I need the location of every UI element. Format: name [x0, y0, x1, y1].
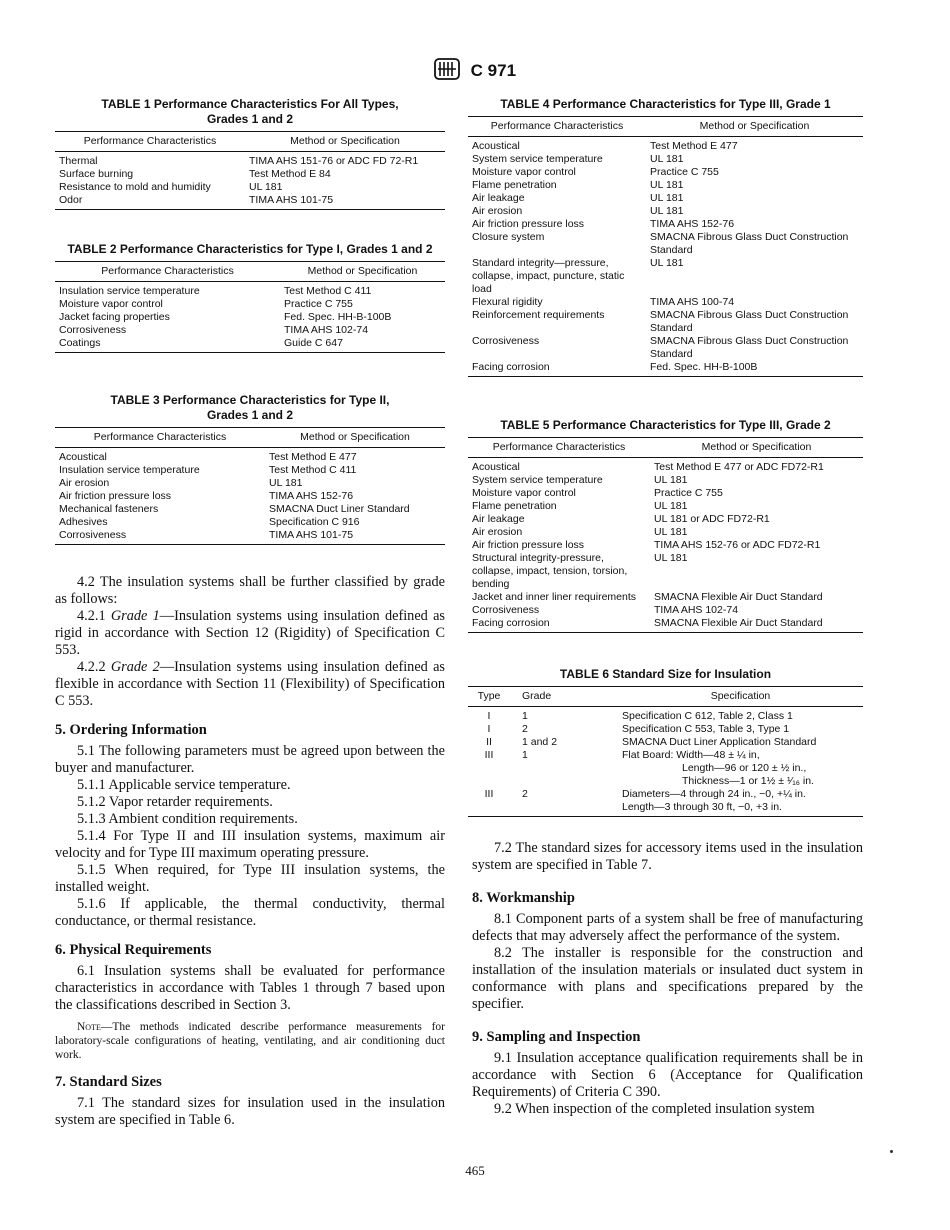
para-5-1-3: 5.1.3 Ambient condition requirements.: [77, 811, 298, 827]
method-cell: Practice C 755: [650, 166, 719, 178]
method-cell: TIMA AHS 152-76: [650, 218, 735, 230]
table-row: [468, 335, 863, 361]
table-row: [468, 231, 863, 257]
table-5-block: [468, 418, 863, 633]
note: Note—The methods indicated describe performance measurements for laboratory-scale configurations of heating, ventilating, and air conditioning duct work.: [55, 1021, 445, 1061]
table-row: [55, 311, 445, 324]
characteristic-cell: Moisture vapor control: [472, 166, 576, 178]
para-4-2: 4.2 The insulation systems shall be further classified by grade as follows:: [55, 574, 445, 607]
para-5-1: 5.1 The following parameters must be agreed upon between the buyer and manufacturer.: [55, 743, 445, 776]
method-cell: Guide C 647: [280, 337, 445, 353]
astm-logo-icon: [434, 58, 460, 85]
method-cell: Fed. Spec. HH-B-100B: [284, 311, 392, 323]
characteristic-cell: Surface burning: [59, 168, 134, 180]
table-row: [55, 181, 445, 194]
characteristic-cell: Resistance to mold and humidity: [59, 181, 211, 193]
method-cell: UL 181: [654, 474, 688, 486]
method-cell: TIMA AHS 101-75: [245, 194, 445, 210]
table-row: [55, 337, 445, 353]
method-cell: UL 181: [269, 477, 303, 489]
method-cell: Practice C 755: [284, 298, 353, 310]
table-5: [468, 437, 863, 633]
grade-cell: 2: [510, 788, 618, 817]
table-row: [468, 552, 863, 591]
para-8-2: 8.2 The installer is responsible for the construction and installation of the insulation materials or insulated duct system in conformance with plans and specifications prepared by the specifier.: [472, 945, 863, 1012]
characteristic-cell: Air friction pressure loss: [59, 490, 172, 502]
specification-cell: [618, 788, 863, 817]
characteristic-cell: Facing corrosion: [468, 617, 650, 633]
method-cell: SMACNA Fibrous Glass Duct Construction Standard: [650, 309, 849, 334]
grade-cell: 1: [522, 749, 528, 761]
margin-dot: [890, 1150, 893, 1153]
table-row: [468, 218, 863, 231]
characteristic-cell: Corrosiveness: [59, 324, 127, 336]
characteristic-cell: Corrosiveness: [472, 604, 540, 616]
characteristic-cell: System service temperature: [472, 153, 603, 165]
table-row: [55, 152, 445, 169]
characteristic-cell: Corrosiveness: [472, 335, 540, 347]
characteristic-cell: Acoustical: [59, 451, 107, 463]
table-2-title: TABLE 2 Performance Characteristics for Type I, Grades 1 and 2: [67, 242, 433, 256]
characteristic-cell: Odor: [55, 194, 245, 210]
table-5-title: TABLE 5 Performance Characteristics for Type III, Grade 2: [500, 418, 831, 432]
method-cell: Fed. Spec. HH-B-100B: [646, 361, 863, 377]
table-row: [468, 617, 863, 633]
para-5-1-1: 5.1.1 Applicable service temperature.: [77, 777, 291, 793]
method-cell: UL 181: [650, 179, 684, 191]
method-cell: UL 181: [650, 153, 684, 165]
section-5-heading: 5. Ordering Information: [55, 722, 207, 738]
method-cell: TIMA AHS 102-74: [284, 324, 369, 336]
characteristic-cell: Air friction pressure loss: [472, 218, 585, 230]
para-5-1-6: 5.1.6 If applicable, the thermal conductivity, thermal conductance, or thermal resistance.: [55, 896, 445, 929]
grade-cell: 1 and 2: [522, 736, 558, 748]
table-2-block: [55, 242, 445, 353]
para-4-2-1: 4.2.1 Grade 1—Insulation systems using insulation defined as rigid in accordance with Section 12 (Rigidity) of Specification C 553.: [55, 608, 445, 658]
table-row: [468, 166, 863, 179]
table-row: [55, 503, 445, 516]
characteristic-cell: Flame penetration: [472, 179, 557, 191]
para-4-2-2: 4.2.2 Grade 2—Insulation systems using insulation defined as flexible in accordance with Section 11 (Flexibility) of Specification C 553.: [55, 659, 445, 709]
method-cell: SMACNA Fibrous Glass Duct Construction Standard: [650, 335, 849, 360]
specification-line: Specification C 553, Table 3, Type 1: [622, 723, 790, 735]
specification-line: Length—96 or 120 ± ½ in.,: [682, 762, 807, 774]
table-row: [55, 464, 445, 477]
method-cell: TIMA AHS 102-74: [654, 604, 739, 616]
table-row: [468, 257, 863, 296]
characteristic-cell: Reinforcement requirements: [472, 309, 605, 321]
table-row: [468, 788, 863, 817]
table-3-title: TABLE 3 Performance Characteristics for Type II, Grades 1 and 2: [110, 393, 390, 422]
table-row: [468, 474, 863, 487]
para-8-1: 8.1 Component parts of a system shall be free of manufacturing defects that may adversely affect the performance of the system.: [472, 911, 863, 944]
method-cell: UL 181: [249, 181, 283, 193]
para-7-2: 7.2 The standard sizes for accessory items used in the insulation system are specified in Table 7.: [472, 840, 863, 873]
characteristic-cell: Air erosion: [472, 526, 523, 538]
table-header-row: Performance Characteristics Method or Specification: [55, 428, 445, 448]
table-row: [468, 458, 863, 475]
table-row: [468, 361, 863, 377]
table-row: [55, 477, 445, 490]
table-row: [468, 192, 863, 205]
method-cell: Practice C 755: [654, 487, 723, 499]
table-4-block: [468, 97, 863, 377]
section-7-heading: 7. Standard Sizes: [55, 1074, 162, 1090]
specification-line: Length—3 through 30 ft, −0, +3 in.: [622, 801, 782, 813]
table-row: [468, 749, 863, 788]
table-row: [468, 153, 863, 166]
characteristic-cell: Jacket and inner liner requirements: [472, 591, 637, 603]
characteristic-cell: Air erosion: [59, 477, 110, 489]
characteristic-cell: Moisture vapor control: [59, 298, 163, 310]
table-row: [468, 707, 863, 724]
table-header-row: Performance Characteristics Method or Specification: [55, 262, 445, 282]
right-column-text: [472, 840, 863, 1118]
characteristic-cell: Closure system: [472, 231, 545, 243]
method-cell: UL 181 or ADC FD72-R1: [654, 513, 770, 525]
table-6-block: [468, 667, 863, 817]
table-row: [55, 448, 445, 465]
table-row: [468, 723, 863, 736]
specification-line: Thickness—1 or 1½ ± ¹⁄₁₆ in.: [682, 775, 815, 787]
characteristic-cell: Air friction pressure loss: [472, 539, 585, 551]
method-cell: TIMA AHS 152-76: [269, 490, 354, 502]
table-row: [468, 513, 863, 526]
table-header-row: Performance Characteristics Method or Specification: [468, 438, 863, 458]
table-1-title: TABLE 1 Performance Characteristics For All Types, Grades 1 and 2: [101, 97, 399, 126]
specification-line: SMACNA Duct Liner Application Standard: [622, 736, 817, 748]
characteristic-cell: Coatings: [55, 337, 280, 353]
table-header-row: Performance Characteristics Method or Specification: [55, 132, 445, 152]
table-6-title: TABLE 6 Standard Size for Insulation: [559, 667, 772, 681]
method-cell: Test Method E 477: [650, 140, 738, 152]
method-cell: TIMA AHS 152-76 or ADC FD72-R1: [654, 539, 821, 551]
type-cell: I: [487, 723, 491, 735]
para-6-1: 6.1 Insulation systems shall be evaluated for performance characteristics in accordance with Tables 1 through 7 based upon the classifications described in Section 3.: [55, 963, 445, 1013]
table-1: [55, 131, 445, 210]
table-row: [55, 298, 445, 311]
type-cell: II: [486, 736, 492, 748]
specification-line: Diameters—4 through 24 in., −0, +¼ in.: [622, 788, 806, 800]
table-row: [468, 296, 863, 309]
method-cell: SMACNA Fibrous Glass Duct Construction Standard: [650, 231, 849, 256]
characteristic-cell: Acoustical: [472, 461, 520, 473]
method-cell: UL 181: [654, 500, 688, 512]
method-cell: UL 181: [654, 526, 688, 538]
table-header-row: Type Grade Specification: [468, 687, 863, 707]
table-3: [55, 427, 445, 545]
characteristic-cell: Insulation service temperature: [59, 285, 200, 297]
page-header: [0, 58, 950, 85]
table-row: [468, 539, 863, 552]
table-row: [55, 324, 445, 337]
table-row: [468, 526, 863, 539]
method-cell: Test Method E 477 or ADC FD72-R1: [654, 461, 824, 473]
type-cell: III: [468, 788, 510, 817]
left-column-text: [55, 574, 445, 1129]
table-row: [468, 137, 863, 154]
method-cell: TIMA AHS 101-75: [265, 529, 445, 545]
table-row: [468, 309, 863, 335]
table-row: [468, 487, 863, 500]
para-9-1: 9.1 Insulation acceptance qualification requirements shall be in accordance with Section 6 (Acceptance for Qualification Requirements) of Criteria C 390.: [472, 1050, 863, 1100]
characteristic-cell: Acoustical: [472, 140, 520, 152]
characteristic-cell: Insulation service temperature: [59, 464, 200, 476]
method-cell: Specification C 916: [269, 516, 360, 528]
method-cell: Test Method C 411: [284, 285, 372, 297]
table-row: [55, 490, 445, 503]
method-cell: Test Method E 84: [249, 168, 331, 180]
characteristic-cell: Flexural rigidity: [472, 296, 543, 308]
characteristic-cell: Air leakage: [472, 513, 525, 525]
grade-cell: 2: [522, 723, 528, 735]
table-row: [55, 516, 445, 529]
method-cell: SMACNA Flexible Air Duct Standard: [650, 617, 863, 633]
characteristic-cell: Adhesives: [59, 516, 108, 528]
method-cell: TIMA AHS 100-74: [650, 296, 735, 308]
method-cell: SMACNA Flexible Air Duct Standard: [654, 591, 823, 603]
para-9-2: 9.2 When inspection of the completed insulation system: [494, 1101, 815, 1117]
table-row: [468, 591, 863, 604]
method-cell: Test Method C 411: [269, 464, 357, 476]
characteristic-cell: Mechanical fasteners: [59, 503, 159, 515]
page-number: 465: [465, 1163, 485, 1178]
table-1-block: [55, 97, 445, 210]
method-cell: SMACNA Duct Liner Standard: [269, 503, 410, 515]
table-2: [55, 261, 445, 353]
table-row: [468, 604, 863, 617]
table-6: [468, 686, 863, 817]
para-5-1-2: 5.1.2 Vapor retarder requirements.: [77, 794, 273, 810]
table-row: [468, 500, 863, 513]
characteristic-cell: Jacket facing properties: [59, 311, 170, 323]
type-cell: III: [484, 749, 494, 761]
method-cell: UL 181: [650, 257, 684, 269]
para-5-1-4: 5.1.4 For Type II and III insulation systems, maximum air velocity and for Type III maximum operating pressure.: [55, 828, 445, 861]
method-cell: Test Method E 477: [269, 451, 357, 463]
table-4: [468, 116, 863, 377]
method-cell: UL 181: [654, 552, 688, 564]
table-row: [55, 529, 445, 545]
table-header-row: Performance Characteristics Method or Specification: [468, 117, 863, 137]
table-row: [55, 282, 445, 299]
section-9-heading: 9. Sampling and Inspection: [472, 1029, 641, 1045]
method-cell: UL 181: [650, 192, 684, 204]
table-3-block: [55, 393, 445, 545]
characteristic-cell: Standard integrity—pressure, collapse, impact, puncture, static load: [472, 257, 625, 295]
table-row: [468, 736, 863, 749]
table-row: [55, 194, 445, 210]
specification-cell: [618, 707, 863, 724]
specification-line: Flat Board: Width—48 ± ¼ in,: [622, 749, 760, 761]
characteristic-cell: Air erosion: [472, 205, 523, 217]
specification-cell: [618, 749, 863, 788]
characteristic-cell: Structural integrity-pressure, collapse, impact, tension, torsion, bending: [472, 552, 628, 590]
table-row: [468, 179, 863, 192]
characteristic-cell: Corrosiveness: [55, 529, 265, 545]
characteristic-cell: Facing corrosion: [468, 361, 646, 377]
type-cell: I: [487, 710, 491, 722]
section-6-heading: 6. Physical Requirements: [55, 942, 212, 958]
table-row: [468, 205, 863, 218]
grade-cell: 1: [522, 710, 528, 722]
characteristic-cell: Moisture vapor control: [472, 487, 576, 499]
section-8-heading: 8. Workmanship: [472, 890, 575, 906]
table-4-title: TABLE 4 Performance Characteristics for Type III, Grade 1: [500, 97, 831, 111]
characteristic-cell: Air leakage: [472, 192, 525, 204]
document-designation: C 971: [470, 60, 517, 80]
method-cell: UL 181: [650, 205, 684, 217]
para-7-1: 7.1 The standard sizes for insulation used in the insulation system are specified in Table 6.: [55, 1095, 445, 1128]
specification-cell: [618, 736, 863, 749]
characteristic-cell: Flame penetration: [472, 500, 557, 512]
table-row: [55, 168, 445, 181]
specification-cell: [618, 723, 863, 736]
characteristic-cell: Thermal: [59, 155, 98, 167]
method-cell: TIMA AHS 151-76 or ADC FD 72-R1: [249, 155, 419, 167]
specification-line: Specification C 612, Table 2, Class 1: [622, 710, 793, 722]
characteristic-cell: System service temperature: [472, 474, 603, 486]
para-5-1-5: 5.1.5 When required, for Type III insulation systems, the installed weight.: [55, 862, 445, 895]
